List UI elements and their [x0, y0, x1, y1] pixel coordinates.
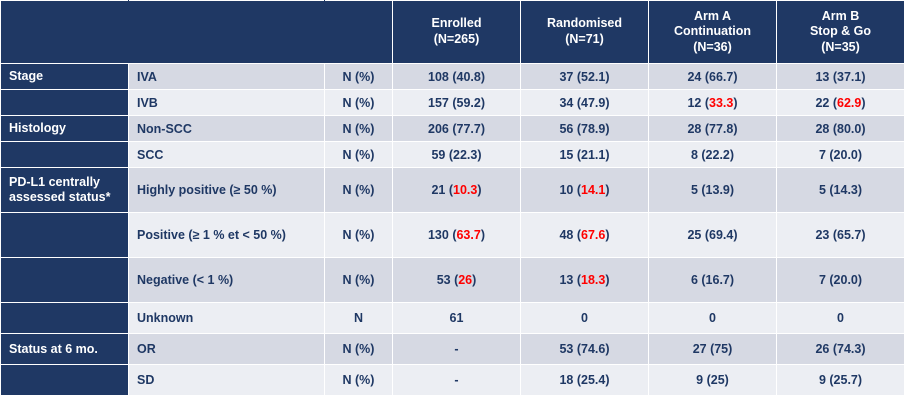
header-randomised-line1: Randomised	[546, 16, 622, 31]
cell-arm-a-highlight: 33.3	[709, 95, 734, 110]
cell-enrolled-post: )	[480, 228, 485, 242]
header-row	[1, 1, 904, 64]
cell-arm-b-pre: 22 (	[815, 95, 838, 110]
row-sub-sd: SD	[129, 365, 325, 396]
cell-enrolled-post: )	[472, 273, 477, 287]
row-category-empty	[1, 365, 129, 396]
row-sub-negative: Negative (< 1 %)	[129, 258, 325, 303]
cell-randomised-highlight: 67.6	[581, 228, 606, 242]
cell-randomised: 53 (74.6)	[521, 334, 649, 365]
cell-randomised	[521, 213, 649, 258]
cell-arm-b: 26 (74.3)	[777, 334, 904, 365]
cell-arm-a: 28 (77.8)	[649, 116, 777, 142]
cell-randomised	[521, 168, 649, 213]
cell-arm-a-pre: 12 (	[687, 95, 710, 110]
row-sub-ivb: IVB	[129, 90, 325, 116]
cell-arm-b: 23 (65.7)	[777, 213, 904, 258]
row-stat: N (%)	[325, 334, 393, 365]
cell-arm-a: 25 (69.4)	[649, 213, 777, 258]
row-stat: N (%)	[325, 142, 393, 168]
row-category-empty	[1, 258, 129, 303]
cell-randomised-post: )	[605, 273, 610, 287]
row-stat: N (%)	[325, 90, 393, 116]
cell-randomised	[521, 258, 649, 303]
row-stat: N (%)	[325, 258, 393, 303]
header-arm-a	[649, 1, 777, 64]
cell-arm-b: 7 (20.0)	[777, 142, 904, 168]
cell-randomised: 37 (52.1)	[521, 64, 649, 90]
cell-enrolled-highlight: 63.7	[456, 228, 481, 242]
cell-arm-b	[777, 90, 904, 116]
cell-enrolled-pre: 53 (	[436, 273, 459, 287]
cell-arm-b: 28 (80.0)	[777, 116, 904, 142]
cell-enrolled: 206 (77.7)	[393, 116, 521, 142]
cell-arm-b: 9 (25.7)	[777, 365, 904, 396]
cell-arm-a: 27 (75)	[649, 334, 777, 365]
row-category-empty	[1, 213, 129, 258]
cell-enrolled: 108 (40.8)	[393, 64, 521, 90]
cell-arm-a: 0	[649, 303, 777, 334]
cell-enrolled-post: )	[477, 183, 482, 197]
header-blank-label	[1, 1, 129, 64]
row-category-histology: Histology	[1, 116, 129, 142]
table-row	[1, 303, 904, 334]
header-arm-b	[777, 1, 904, 64]
table-row	[1, 142, 904, 168]
cell-arm-b: 5 (14.3)	[777, 168, 904, 213]
table-row	[1, 64, 904, 90]
cell-enrolled	[393, 168, 521, 213]
row-sub-unknown: Unknown	[129, 303, 325, 334]
table-row	[1, 334, 904, 365]
cell-randomised-pre: 13 (	[559, 273, 582, 287]
cell-enrolled: -	[393, 365, 521, 396]
header-randomised-line2: (N=71)	[565, 32, 604, 46]
cell-randomised: 18 (25.4)	[521, 365, 649, 396]
row-sub-scc: SCC	[129, 142, 325, 168]
cell-enrolled-pre: 130 (	[427, 228, 457, 242]
header-arm-b-line1: Arm B	[821, 8, 860, 23]
table-row	[1, 258, 904, 303]
row-sub-non-scc: Non-SCC	[129, 116, 325, 142]
cell-arm-a: 5 (13.9)	[649, 168, 777, 213]
header-arm-a-line1: Arm A	[693, 8, 732, 23]
row-category-pdl1: PD-L1 centrally assessed status*	[1, 168, 129, 213]
cell-enrolled-pre: 21 (	[431, 183, 454, 197]
cell-enrolled: 59 (22.3)	[393, 142, 521, 168]
cell-arm-b: 7 (20.0)	[777, 258, 904, 303]
row-sub-or: OR	[129, 334, 325, 365]
cell-arm-b-highlight: 62.9	[837, 95, 862, 110]
cell-arm-a	[649, 90, 777, 116]
cell-enrolled-highlight: 26	[458, 273, 473, 287]
cell-randomised: 15 (21.1)	[521, 142, 649, 168]
row-sub-positive: Positive (≥ 1 % et < 50 %)	[129, 213, 325, 258]
cell-enrolled: 157 (59.2)	[393, 90, 521, 116]
row-stat: N (%)	[325, 365, 393, 396]
header-arm-a-line2: Continuation	[673, 24, 752, 39]
cell-enrolled: 61	[393, 303, 521, 334]
row-category-status-6mo: Status at 6 mo.	[1, 334, 129, 365]
header-randomised	[521, 1, 649, 64]
cell-arm-a: 9 (25)	[649, 365, 777, 396]
cell-randomised-highlight: 14.1	[581, 183, 606, 197]
row-sub-iva: IVA	[129, 64, 325, 90]
row-sub-highly-positive: Highly positive (≥ 50 %)	[129, 168, 325, 213]
row-stat: N (%)	[325, 64, 393, 90]
cell-randomised-pre: 48 (	[559, 228, 582, 242]
cell-enrolled-highlight: 10.3	[453, 183, 478, 197]
cell-randomised-post: )	[605, 228, 610, 242]
header-enrolled-line2: (N=265)	[433, 32, 480, 46]
cell-randomised: 0	[521, 303, 649, 334]
cell-randomised-highlight: 18.3	[581, 273, 606, 287]
cell-enrolled: -	[393, 334, 521, 365]
header-arm-b-line3: (N=35)	[821, 39, 860, 54]
cell-arm-b: 13 (37.1)	[777, 64, 904, 90]
cell-arm-b: 0	[777, 303, 904, 334]
table-row	[1, 365, 904, 396]
row-category-empty	[1, 142, 129, 168]
header-enrolled-line1: Enrolled	[431, 16, 482, 31]
header-arm-b-line2: Stop & Go	[809, 24, 872, 39]
table-body	[1, 64, 904, 396]
row-category-empty	[1, 303, 129, 334]
cell-arm-a-post: )	[733, 95, 738, 110]
table-row	[1, 168, 904, 213]
row-stat: N (%)	[325, 116, 393, 142]
cell-arm-a: 8 (22.2)	[649, 142, 777, 168]
cell-randomised: 56 (78.9)	[521, 116, 649, 142]
header-blank-sub	[129, 1, 325, 64]
row-stat: N	[325, 303, 393, 334]
cell-enrolled	[393, 213, 521, 258]
row-stat: N (%)	[325, 213, 393, 258]
row-category-empty	[1, 90, 129, 116]
header-enrolled	[393, 1, 521, 64]
cell-randomised: 34 (47.9)	[521, 90, 649, 116]
table-header	[1, 1, 904, 64]
header-blank-stat	[325, 1, 393, 64]
table-row	[1, 116, 904, 142]
header-arm-a-line3: (N=36)	[693, 39, 732, 54]
cell-arm-a: 24 (66.7)	[649, 64, 777, 90]
row-category-stage: Stage	[1, 64, 129, 90]
table-row	[1, 90, 904, 116]
cell-randomised-pre: 10 (	[559, 183, 582, 197]
cell-randomised-post: )	[605, 183, 610, 197]
cell-arm-b-post: )	[861, 95, 866, 110]
table-row	[1, 213, 904, 258]
row-stat: N (%)	[325, 168, 393, 213]
cell-enrolled	[393, 258, 521, 303]
cell-arm-a: 6 (16.7)	[649, 258, 777, 303]
